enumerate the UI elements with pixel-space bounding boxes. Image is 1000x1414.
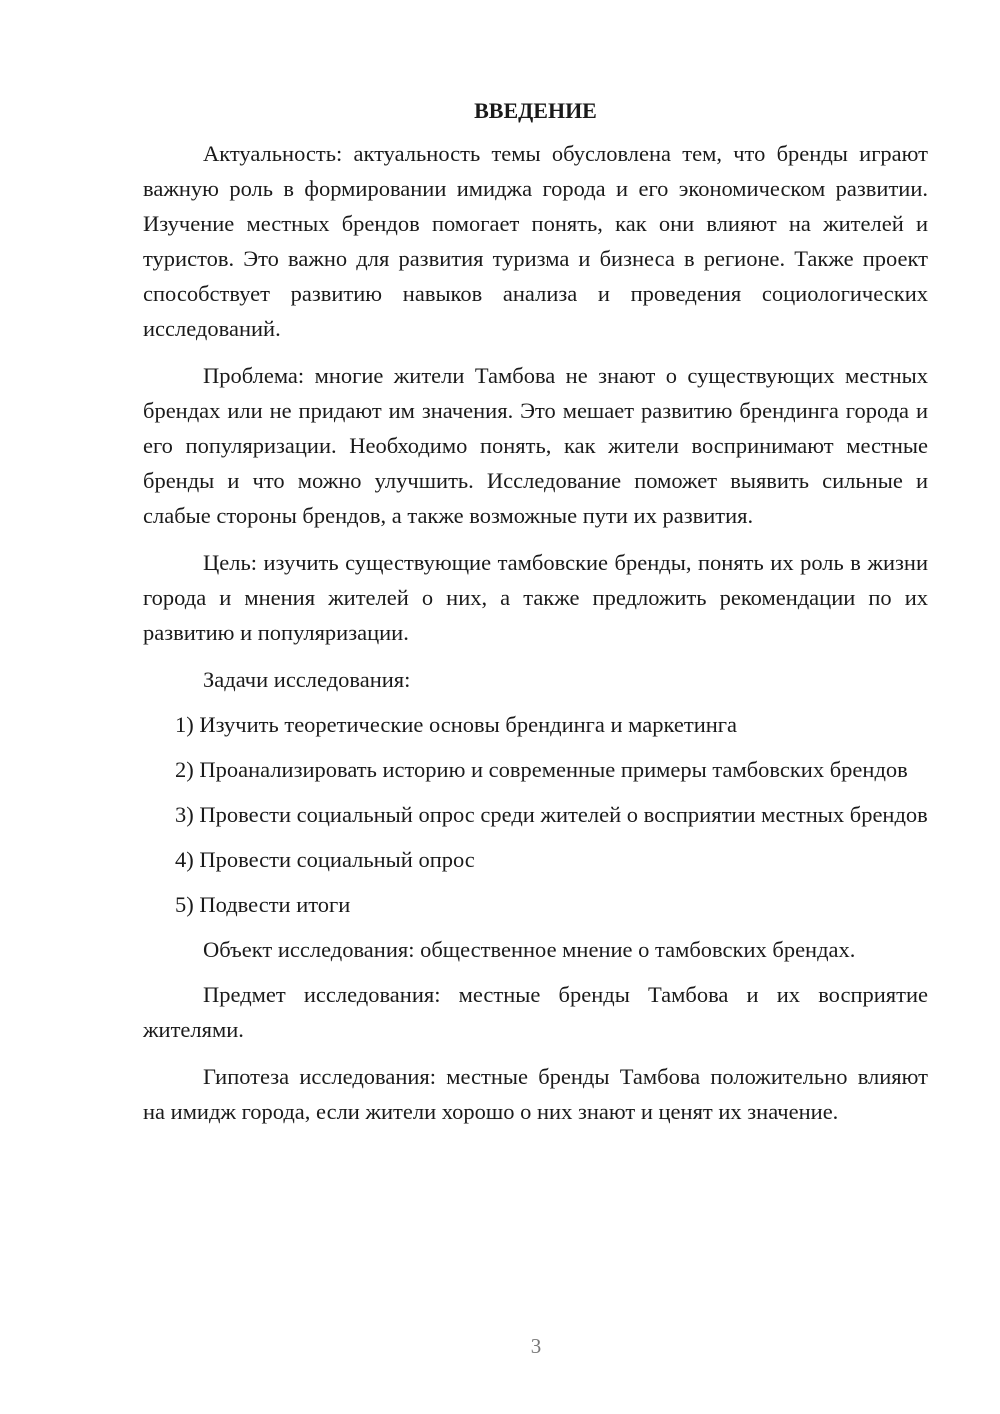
- hypothesis-paragraph: Гипотеза исследования: местные бренды Тамбова положительно влияют на имидж города, если жители хорошо о них знают и ценят их значение.: [143, 1064, 928, 1124]
- goal-paragraph: Цель: изучить существующие тамбовские бренды, понять их роль в жизни города и мнения жителей о них, а также предложить рекомендации по их развитию и популяризации.: [143, 550, 928, 645]
- object-paragraph: Объект исследования: общественное мнение о тамбовских брендах.: [203, 937, 856, 962]
- page-number: 3: [530, 1334, 542, 1358]
- page-content: [143, 93, 928, 1141]
- task-item: 1) Изучить теоретические основы брендинга и маркетинга: [175, 712, 737, 737]
- task-item: 5) Подвести итоги: [175, 892, 351, 917]
- tasks-title: Задачи исследования:: [203, 667, 411, 692]
- task-item: 4) Провести социальный опрос: [175, 847, 475, 872]
- subject-paragraph: Предмет исследования: местные бренды Тамбова и их восприятие жителями.: [143, 982, 928, 1042]
- task-item: 2) Проанализировать историю и современные примеры тамбовских брендов: [175, 757, 908, 782]
- section-heading: ВВЕДЕНИЕ: [474, 98, 597, 123]
- task-item: 3) Провести социальный опрос среди жителей о восприятии местных брендов: [175, 802, 928, 827]
- problem-paragraph: Проблема: многие жители Тамбова не знают о существующих местных брендах или не придают им значения. Это мешает развитию брендинга города и его популяризации. Необходимо понять, как жители воспринимают местные бренды и что можно улучшить. Исследование поможет выявить сильные и слабые стороны брендов, а также возможные пути их развития.: [143, 363, 928, 528]
- relevance-paragraph: Актуальность: актуальность темы обусловлена тем, что бренды играют важную роль в формировании имиджа города и его экономическом развитии. Изучение местных брендов помогает понять, как они влияют на жителей и туристов. Это важно для развития туризма и бизнеса в регионе. Также проект способствует развитию навыков анализа и проведения социологических исследований.: [143, 141, 928, 341]
